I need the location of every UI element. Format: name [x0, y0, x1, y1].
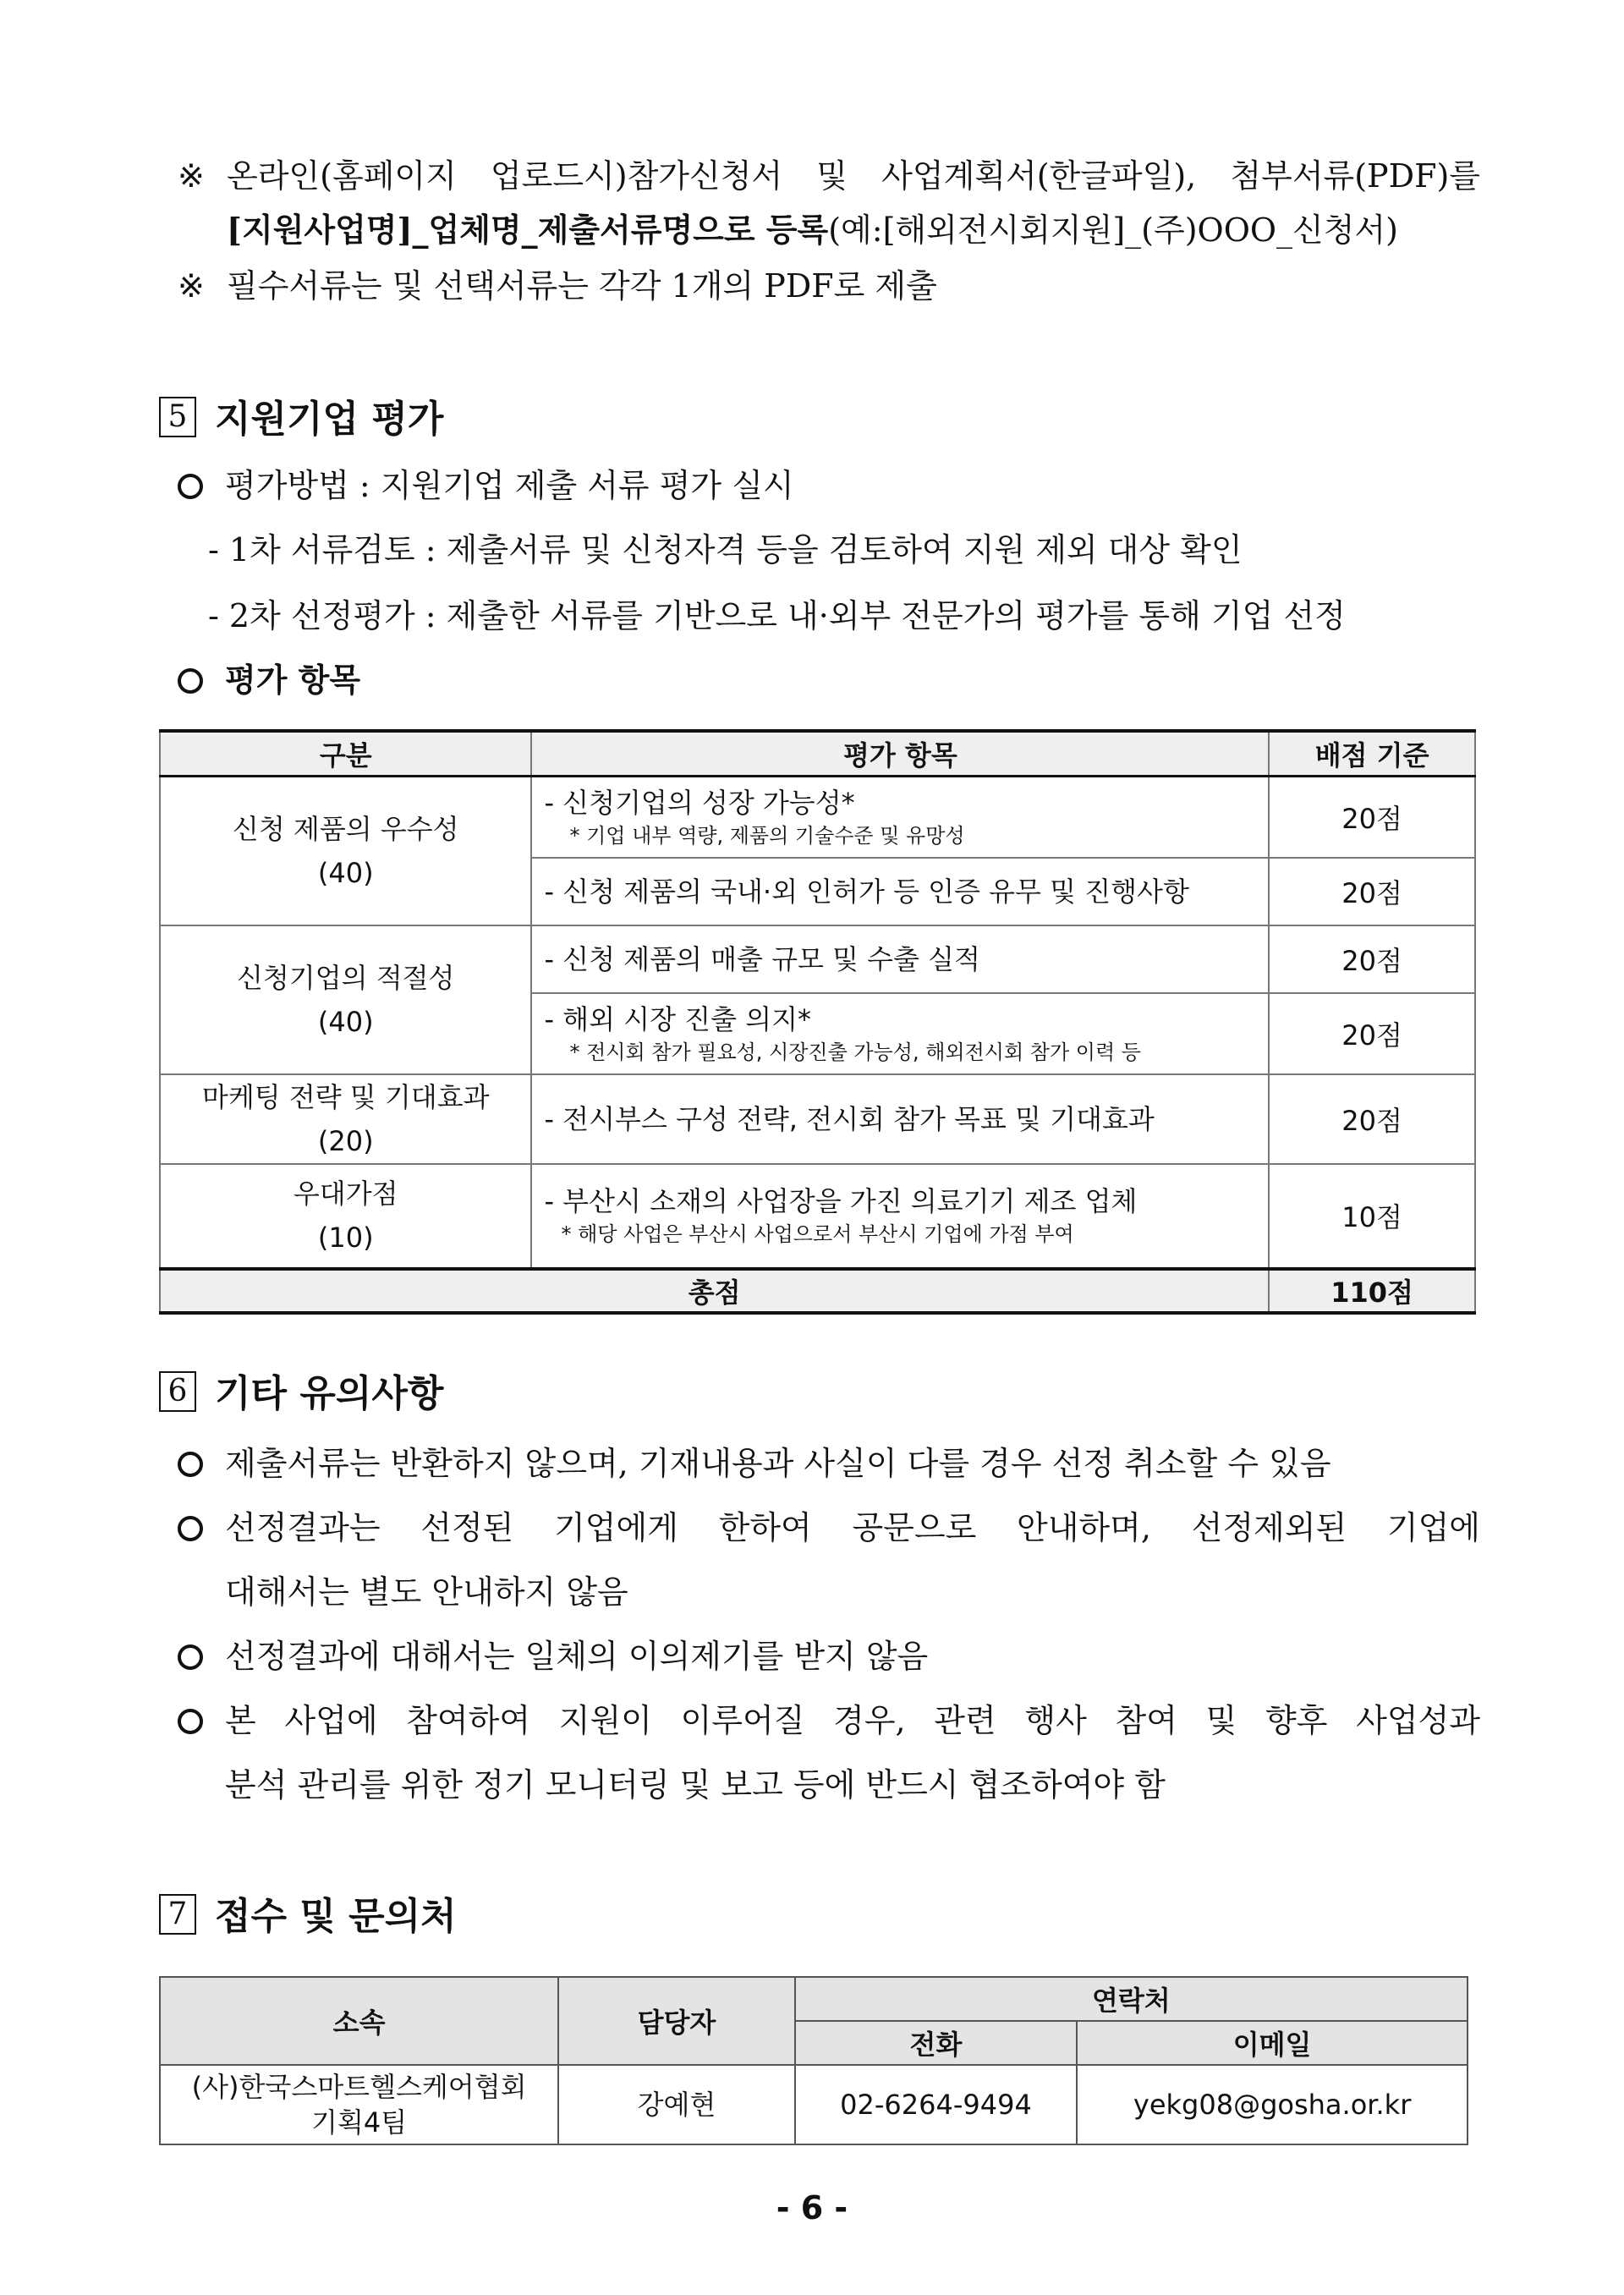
- contact-table: [159, 1976, 1468, 2145]
- table-row: [160, 2065, 1468, 2144]
- group-name: 마케팅 전략 및 기대효과: [201, 1080, 490, 1113]
- table-row: [160, 925, 1475, 993]
- circle-bullet-icon: [178, 1644, 203, 1670]
- total-label: 총점: [160, 1269, 1269, 1313]
- phone-cell: 02-6264-9494: [795, 2065, 1078, 2144]
- circle-bullet-icon: [178, 1709, 203, 1734]
- item-cell: [531, 1164, 1269, 1269]
- header-score: 배점 기준: [1269, 731, 1475, 777]
- org-team: 기획4팀: [311, 2106, 408, 2139]
- note-line-1: ※ 온라인(홈페이지 업로드시)참가신청서 및 사업계획서(한글파일), 첨부서류(PDF)를: [178, 154, 1480, 198]
- table-row: [160, 777, 1475, 858]
- item-text: - 전시부스 구성 전략, 전시회 참가 목표 및 기대효과: [544, 1102, 1155, 1135]
- score-cell: 20점: [1269, 777, 1475, 858]
- note-line-2: [지원사업명]_업체명_제출서류명으로 등록(예:[해외전시회지원]_(주)OOO_신청서): [227, 211, 1398, 249]
- header-org: 소속: [160, 1977, 558, 2065]
- section-number-box: 7: [159, 1894, 196, 1935]
- score-cell: 20점: [1269, 925, 1475, 993]
- reference-mark: ※: [178, 157, 205, 195]
- header-item: 평가 항목: [531, 731, 1269, 777]
- evaluation-table: [159, 729, 1476, 1315]
- notice-item: 본 사업에 참여하여 지원이 이루어질 경우, 관련 행사 참여 및 향후 사업성과: [178, 1699, 1480, 1743]
- score-cell: 20점: [1269, 1074, 1475, 1164]
- header-category: 구분: [160, 731, 531, 777]
- item-cell: [531, 1074, 1269, 1164]
- header-person: 담당자: [558, 1977, 795, 2065]
- circle-bullet-icon: [178, 668, 203, 694]
- total-score: 110점: [1269, 1269, 1475, 1313]
- person-cell: 강예현: [558, 2065, 795, 2144]
- item-text: - 신청기업의 성장 가능성*: [544, 786, 855, 819]
- item-text: - 해외 시장 진출 의지*: [544, 1002, 811, 1035]
- item-text: - 신청 제품의 국내·외 인허가 등 인증 유무 및 진행사항: [544, 875, 1189, 908]
- item-note: * 해당 사업은 부산시 사업으로서 부산시 기업에 가점 부여: [561, 1222, 1074, 1246]
- group-name: 신청기업의 적절성: [236, 961, 455, 994]
- contact-header-row: [160, 1977, 1468, 2021]
- item-cell: [531, 858, 1269, 925]
- item-text: - 신청 제품의 매출 규모 및 수출 실적: [544, 942, 980, 975]
- group-cell: [160, 925, 531, 1074]
- eval-method: 평가방법 : 지원기업 제출 서류 평가 실시: [178, 464, 794, 508]
- group-cell: [160, 1074, 531, 1164]
- circle-bullet-icon: [178, 474, 203, 499]
- email-cell: yekg08@gosha.or.kr: [1077, 2065, 1468, 2144]
- group-weight: (20): [317, 1124, 374, 1157]
- group-cell: [160, 777, 531, 925]
- score-cell: 10점: [1269, 1164, 1475, 1269]
- item-text: - 부산시 소재의 사업장을 가진 의료기기 제조 업체: [544, 1185, 1138, 1217]
- group-weight: (40): [317, 856, 374, 889]
- eval-step-1: - 1차 서류검토 : 제출서류 및 신청자격 등을 검토하여 지원 제외 대상 확인: [208, 531, 1243, 568]
- header-phone: 전화: [795, 2021, 1078, 2065]
- item-cell: [531, 777, 1269, 858]
- eval-items-title: 평가 항목: [178, 658, 360, 702]
- notice-item: 선정결과에 대해서는 일체의 이의제기를 받지 않음: [178, 1634, 928, 1678]
- group-name: 우대가점: [293, 1178, 398, 1210]
- section-6-heading: 6 기타 유의사항: [159, 1369, 443, 1419]
- score-cell: 20점: [1269, 993, 1475, 1074]
- org-cell: [160, 2065, 558, 2144]
- notice-item-continuation: 분석 관리를 위한 정기 모니터링 및 보고 등에 반드시 협조하여야 함: [225, 1766, 1166, 1804]
- note-bold-text: [지원사업명]_업체명_제출서류명으로 등록: [227, 211, 829, 249]
- group-cell: [160, 1164, 531, 1269]
- score-cell: 20점: [1269, 858, 1475, 925]
- group-weight: (40): [317, 1005, 374, 1038]
- header-email: 이메일: [1077, 2021, 1468, 2065]
- group-name: 신청 제품의 우수성: [232, 812, 459, 845]
- table-row: [160, 1164, 1475, 1269]
- reference-mark: ※: [178, 267, 205, 305]
- org-name: (사)한국스마트헬스케어협회: [191, 2071, 527, 2103]
- item-note: * 전시회 참가 필요성, 시장진출 가능성, 해외전시회 참가 이력 등: [569, 1040, 1141, 1064]
- notice-item: 선정결과는 선정된 기업에게 한하여 공문으로 안내하며, 선정제외된 기업에: [178, 1506, 1480, 1550]
- section-7-heading: 7 접수 및 문의처: [159, 1891, 457, 1942]
- circle-bullet-icon: [178, 1516, 203, 1541]
- section-number-box: 5: [159, 397, 196, 437]
- item-cell: [531, 993, 1269, 1074]
- item-note: * 기업 내부 역량, 제품의 기술수준 및 유망성: [569, 823, 965, 848]
- table-header-row: [160, 731, 1475, 777]
- note-line-3: ※ 필수서류는 및 선택서류는 각각 1개의 PDF로 제출: [178, 264, 937, 308]
- header-contact: 연락처: [795, 1977, 1468, 2021]
- notice-item-continuation: 대해서는 별도 안내하지 않음: [225, 1573, 628, 1611]
- section-number-box: 6: [159, 1371, 196, 1412]
- circle-bullet-icon: [178, 1452, 203, 1477]
- eval-step-2: - 2차 선정평가 : 제출한 서류를 기반으로 내·외부 전문가의 평가를 통해 기업 선정: [208, 597, 1346, 634]
- page-number: - 6 -: [776, 2189, 848, 2226]
- group-weight: (10): [317, 1222, 374, 1254]
- notice-item: 제출서류는 반환하지 않으며, 기재내용과 사실이 다를 경우 선정 취소할 수 있음: [178, 1441, 1331, 1485]
- table-row: [160, 1074, 1475, 1164]
- total-row: [160, 1269, 1475, 1313]
- item-cell: [531, 925, 1269, 993]
- section-5-heading: 5 지원기업 평가: [159, 394, 443, 445]
